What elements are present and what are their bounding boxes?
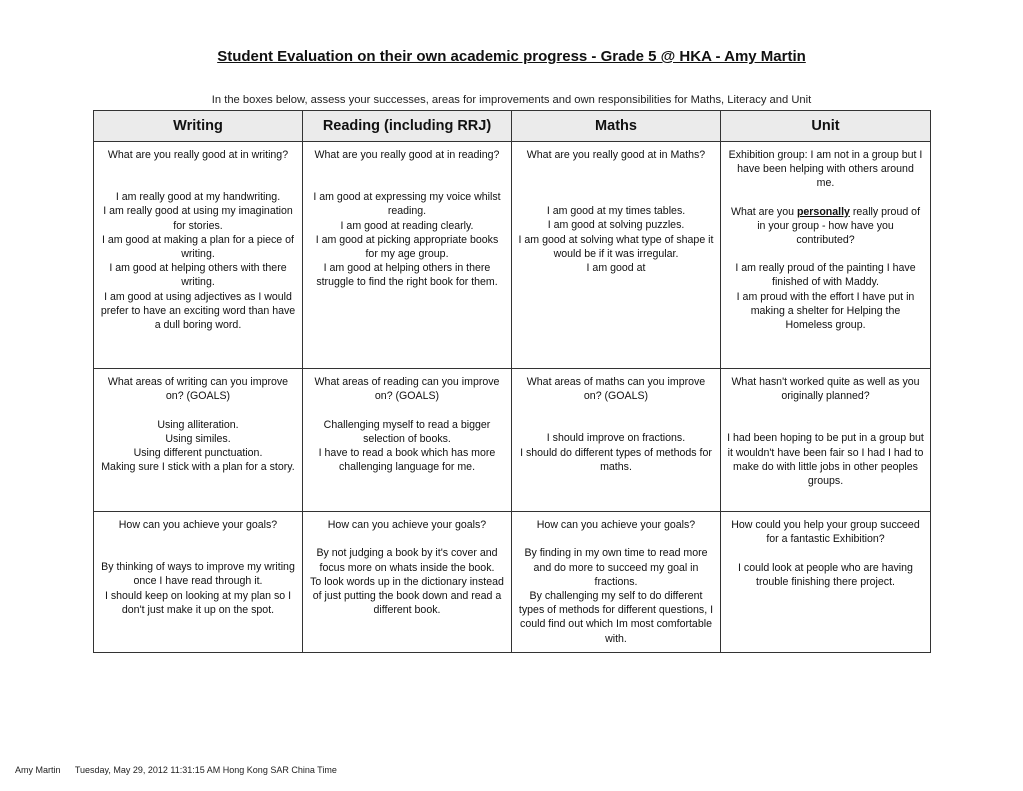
answer-text: By finding in my own time to read more and do more to succeed my goal in fractions. By challenging my self to do different types of methods for different questions, I could find out which Im most comfortable with. [518,547,714,645]
answer-text: I should improve on fractions. I should do different types of methods for maths. [520,432,712,473]
answer-text: By thinking of ways to improve my writing once I have read through it. I should keep on looking at my plan so I don't just make it up on the spot. [101,561,295,616]
question-text: What areas of writing can you improve on? (GOALS) [107,376,289,403]
cell-reading-achieve [303,512,512,653]
answer-text: I am good at my times tables. I am good at solving puzzles. I am good at solving what type of shape it would be if it was irregular. I am good at [518,205,714,275]
table-row-strengths [94,142,931,369]
column-header-maths: Maths [512,111,721,142]
question-text: How can you achieve your goals? [536,519,696,531]
answer-text: Challenging myself to read a bigger selection of books. I have to read a book which has more challenging language for me. [318,418,496,474]
answer-text: Using alliteration. Using similes. Using different punctuation. Making sure I stick with a plan for a story. [101,418,295,474]
answer-text: I had been hoping to be put in a group but it wouldn't have been fair so I had I had to make do with little jobs in other peoples groups. [727,432,924,488]
cell-unit-goals [721,369,931,512]
question-text: What areas of maths can you improve on? (GOALS) [526,376,706,403]
column-header-unit: Unit [721,111,931,142]
column-header-writing: Writing [94,111,303,142]
document-title: Student Evaluation on their own academic progress - Grade 5 @ HKA - Amy Martin [217,48,806,65]
question-text: How could you help your group succeed for a fantastic Exhibition? [731,519,920,546]
intro-text: Exhibition group: I am not in a group but I have been helping with others around me. [728,149,923,190]
page-footer [15,765,349,775]
cell-writing-goals [94,369,303,512]
answer-text: I am really good at my handwriting. I am really good at using my imagination for stories. I am good at making a plan for a piece of writing. I am good at helping others with there writing. I am good at using adjectives as I would prefer to have an exciting word than have a dull boring word. [100,191,296,332]
question-text: What are you really good at in writing? [107,149,289,161]
table-row-goals [94,369,931,512]
answer-text: I could look at people who are having trouble finishing there project. [738,561,913,588]
footer-author: Amy Martin [15,765,61,775]
question-text: What are you really good at in reading? [314,149,500,161]
cell-maths-goals [512,369,721,512]
footer-timestamp: Tuesday, May 29, 2012 11:31:15 AM Hong Kong SAR China Time [74,765,337,775]
question-text: What are you really good at in Maths? [526,149,706,161]
table-row-achieve [94,512,931,653]
cell-writing-strengths [94,142,303,369]
question-text: How can you achieve your goals? [118,519,278,531]
cell-reading-goals [303,369,512,512]
answer-text: I am good at expressing my voice whilst reading. I am good at reading clearly. I am good at picking appropriate books for my age group. I am good at helping others in there struggle to find the right book for them. [313,191,501,289]
column-header-reading: Reading (including RRJ) [303,111,512,142]
cell-reading-strengths [303,142,512,369]
cell-unit-strengths [721,142,931,369]
cell-maths-achieve [512,512,721,653]
emphasis-word: personally [796,205,850,218]
answer-text: By not judging a book by it's cover and focus more on whats inside the book. To look words up in the dictionary instead of just putting the book down and read a different book. [310,547,504,617]
instructions-text: In the boxes below, assess your successes, areas for improvements and own responsibilities for Maths, Literacy and Unit [211,94,812,106]
evaluation-table [93,110,931,653]
cell-writing-achieve [94,512,303,653]
question-text: What areas of reading can you improve on? (GOALS) [314,376,500,403]
question-text: What hasn't worked quite as well as you originally planned? [731,376,920,403]
question-text: What are you personally really proud of in your group - how have you contributed? [730,205,921,247]
answer-text: I am really proud of the painting I have finished of with Maddy. I am proud with the effort I have put in making a shelter for Helping the Homeless group. [735,262,916,332]
cell-maths-strengths [512,142,721,369]
header-row [94,111,931,142]
question-text: How can you achieve your goals? [327,519,487,531]
cell-unit-achieve [721,512,931,653]
